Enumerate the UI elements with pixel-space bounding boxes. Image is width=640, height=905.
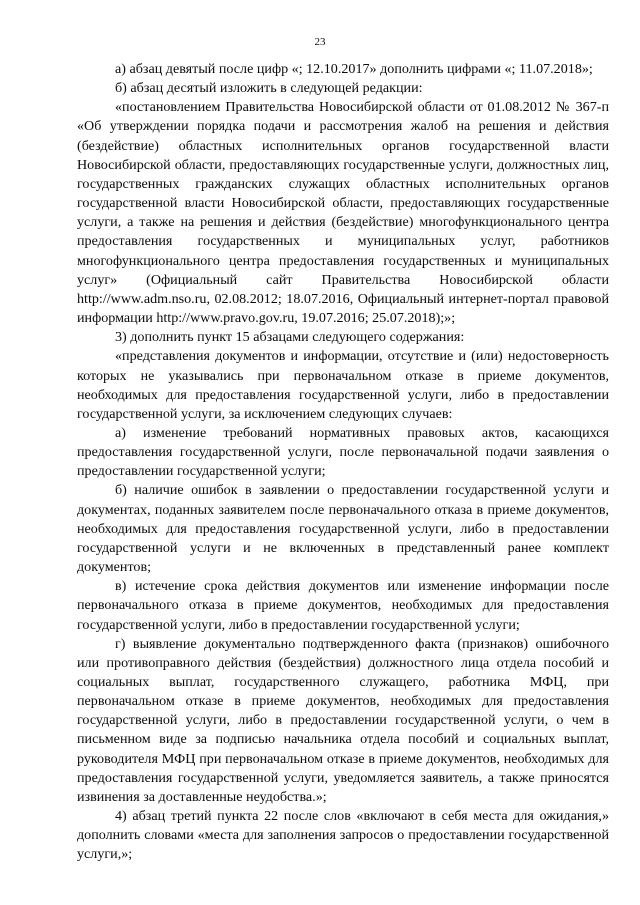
paragraph-amend-b: б) абзац десятый изложить в следующей редакции: — [115, 80, 423, 97]
paragraph-item-4: 4) абзац третий пункта 22 после слов «включают в себя места для ожидания,» дополнить словами «места для заполнения запросов о предоставлении государственной услуги,»; — [77, 808, 609, 863]
page-number: 23 — [314, 36, 326, 48]
paragraph-quoted-resolution: «постановлением Правительства Новосибирской области от 01.08.2012 № 367-п «Об утверждении порядка подачи и рассмотрения жалоб на решения и действия (бездействие) областных исполнительных органов государственной власти Новосибирской области, предоставляющих государственные услуги, должностных лиц, государственных гражданских служащих областных исполнительных органов государственной власти Новосибирской области, предоставляющих государственные услуги, а также на решения и действия (бездействие) многофункционального центра предоставления государственных и муниципальных услуг, работников многофункционального центра предоставления государственных и муниципальных услуг» (Официальный сайт Правительства Новосибирской области http://www.adm.nso.ru, 02.08.2012; 18.07.2016, Официальный интернет-портал правовой информации http://www.pravo.gov.ru, 19.07.2016; 25.07.2018);»; — [77, 99, 609, 327]
paragraph-case-a: а) изменение требований нормативных правовых актов, касающихся предоставления государственной услуги, после первоначальной подачи заявления о предоставлении государственной услуги; — [77, 424, 609, 480]
document-body — [77, 60, 609, 865]
paragraph-quoted-documents: «представления документов и информации, отсутствие и (или) недостоверность которых не указывались при первоначальном отказе в приеме документов, необходимых для предоставления государственной услуги, либо в предоставлении государственной услуги, за исключением следующих случаев: — [77, 348, 609, 422]
paragraph-case-b: б) наличие ошибок в заявлении о предоставлении государственной услуги и документах, поданных заявителем после первоначального отказа в приеме документов, необходимых для предоставления государственной услуги, либо в предоставлении государственной услуги и не включенных в представленный ранее комплект документов; — [77, 482, 609, 576]
paragraph-item-3: 3) дополнить пункт 15 абзацами следующего содержания: — [115, 329, 465, 346]
paragraph-amend-a: а) абзац девятый после цифр «; 12.10.2017» дополнить цифрами «; 11.07.2018»; — [115, 61, 593, 77]
paragraph-case-g: г) выявление документально подтвержденного факта (признаков) ошибочного или противоправного действия (бездействия) должностного лица отдела пособий и социальных выплат, государственного служащего, работника МФЦ, при первоначальном отказе в приеме документов, необходимых для предоставления государственной услуги, либо в предоставлении государственной услуги, о чем в письменном виде за подписью начальника отдела пособий и социальных выплат, руководителя МФЦ при первоначальном отказе в приеме документов, необходимых для предоставления государственной услуги, уведомляется заявитель, а также приносятся извинения за доставленные неудобства.»; — [77, 635, 609, 805]
paragraph-case-v: в) истечение срока действия документов или изменение информации после первоначального отказа в приеме документов, необходимых для предоставления государственной услуги, либо в предоставлении государственной услуги; — [77, 578, 609, 633]
